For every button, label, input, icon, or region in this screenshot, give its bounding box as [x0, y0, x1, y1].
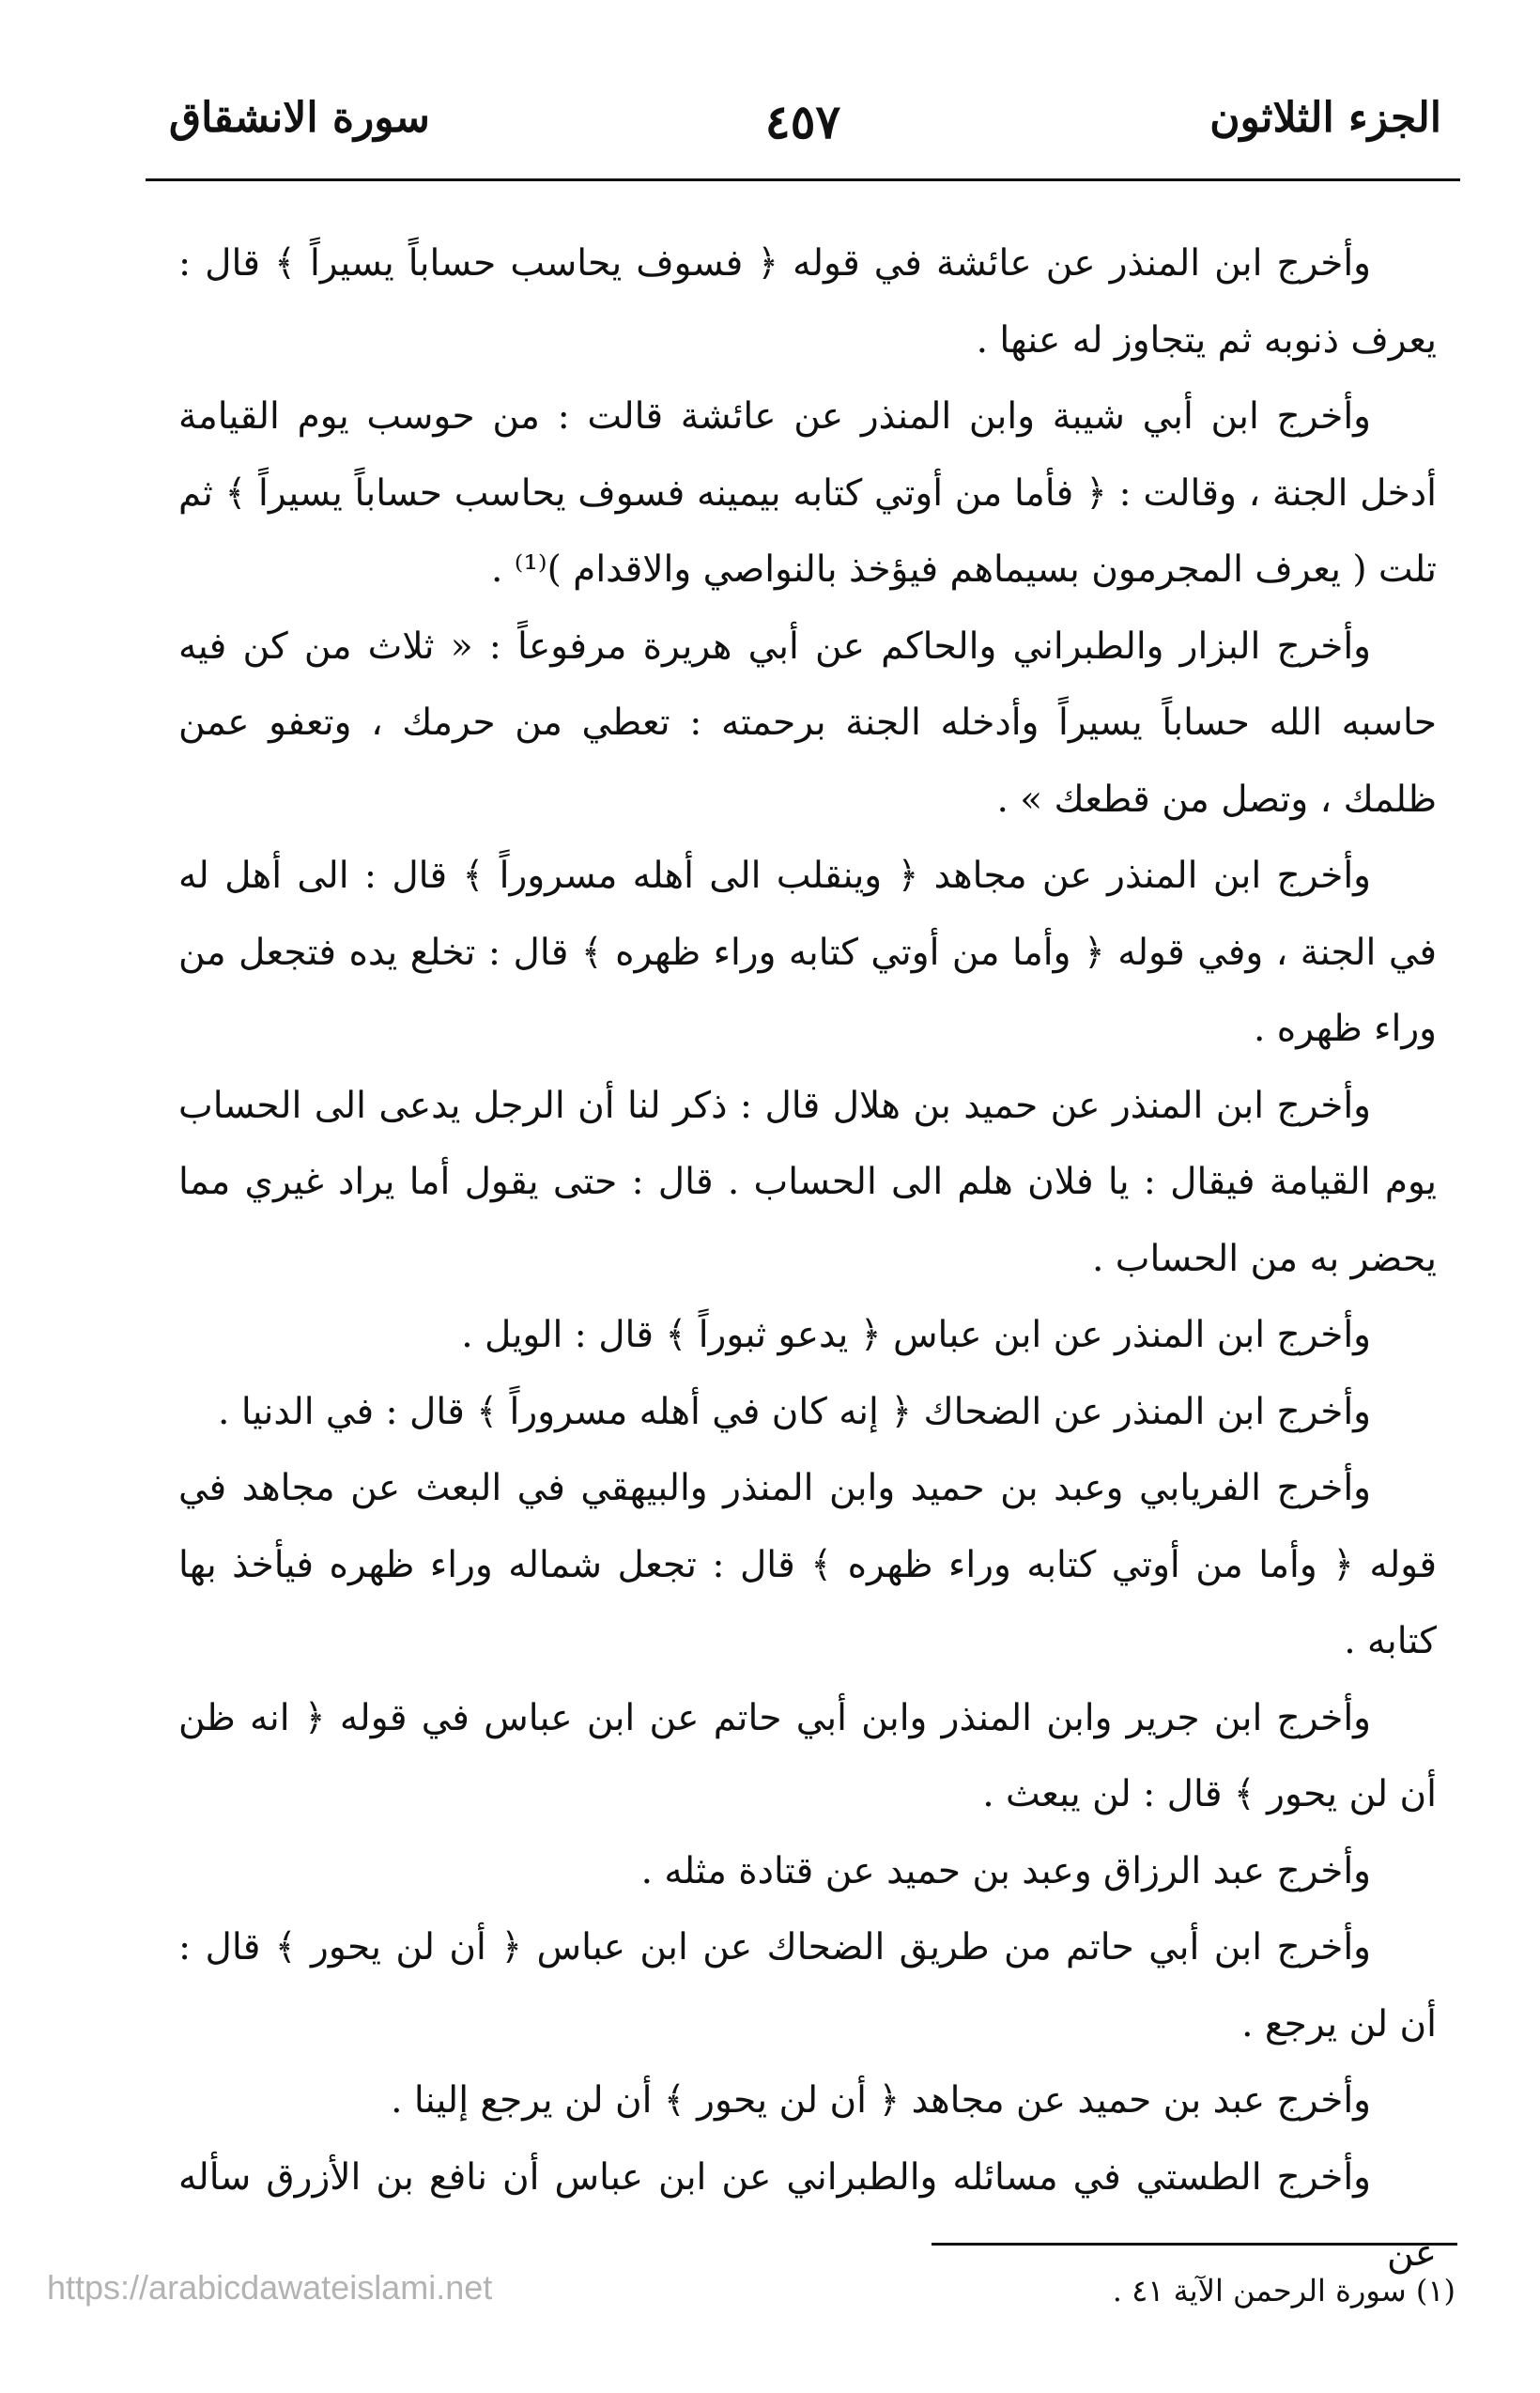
- watermark-url: https://arabicdawateislami.net: [47, 2268, 493, 2307]
- paragraph: وأخرج عبد بن حميد عن مجاهد ﴿ أن لن يحور ﴾ أن لن يرجع إلينا .: [391, 2079, 1371, 2122]
- footnote-divider: [932, 2243, 1457, 2246]
- paragraph: وأخرج الفريابي وعبد بن حميد وابن المنذر والبيهقي في البعث عن مجاهد في قوله ﴿ وأما من أوتي كتابه وراء ظهره ﴾ قال : تجعل شماله وراء ظهره فيأخذ بها كتابه .: [178, 1467, 1437, 1662]
- paragraph: وأخرج الطستي في مسائله والطبراني عن ابن عباس أن نافع بن الأزرق سأله عن: [178, 2155, 1437, 2275]
- juz-title: الجزء الثلاثون: [1209, 94, 1441, 142]
- paragraph: وأخرج ابن المنذر عن ابن عباس ﴿ يدعو ثبوراً ﴾ قال : الويل .: [461, 1314, 1371, 1356]
- header-divider: [146, 178, 1460, 181]
- page-number: ٤٥٧: [764, 94, 841, 149]
- paragraph: وأخرج عبد الرزاق وعبد بن حميد عن قتادة مثله .: [640, 1849, 1371, 1892]
- paragraph: وأخرج البزار والطبراني والحاكم عن أبي هريرة مرفوعاً : « ثلاث من كن فيه حاسبه الله حساباً يسيراً وأدخله الجنة برحمته : تعطي من حرمك ، وتعفو عمن ظلمك ، وتصل من قطعك » .: [178, 625, 1437, 821]
- paragraph: وأخرج ابن المنذر عن مجاهد ﴿ وينقلب الى أهله مسروراً ﴾ قال : الى أهل له في الجنة ، وفي قوله ﴿ وأما من أوتي كتابه وراء ظهره ﴾ قال : تخلع يده فتجعل من وراء ظهره .: [178, 855, 1437, 1050]
- paragraph: وأخرج ابن المنذر عن حميد بن هلال قال : ذكر لنا أن الرجل يدعى الى الحساب يوم القيامة فيقال : يا فلان هلم الى الحساب . قال : حتى يقول أما يراد غيري مما يحضر به من الحساب .: [178, 1084, 1437, 1280]
- paragraph: وأخرج ابن أبي حاتم من طريق الضحاك عن ابن عباس ﴿ أن لن يحور ﴾ قال : أن لن يرجع .: [178, 1926, 1437, 2046]
- body-text: [178, 225, 1437, 2293]
- footnote: (١) سورة الرحمن الآية ٤١ .: [1112, 2273, 1455, 2308]
- paragraph: وأخرج ابن أبي شيبة وابن المنذر عن عائشة قالت : من حوسب يوم القيامة أدخل الجنة ، وقالت : ﴿ فأما من أوتي كتابه بيمينه فسوف يحاسب حساباً يسيراً ﴾ ثم تلت ( يعرف المجرمون بسيماهم فيؤخذ بالنواصي والاقدام )⁽¹⁾ .: [178, 395, 1437, 591]
- paragraph: وأخرج ابن المنذر عن الضحاك ﴿ إنه كان في أهله مسروراً ﴾ قال : في الدنيا .: [218, 1390, 1371, 1433]
- paragraph: وأخرج ابن جرير وابن المنذر وابن أبي حاتم عن ابن عباس في قوله ﴿ انه ظن أن لن يحور ﴾ قال : لن يبعث .: [178, 1696, 1437, 1815]
- surah-title: سورة الانشقاق: [169, 94, 430, 142]
- page-header: [146, 83, 1460, 167]
- paragraph: وأخرج ابن المنذر عن عائشة في قوله ﴿ فسوف يحاسب حساباً يسيراً ﴾ قال : يعرف ذنوبه ثم يتجاوز له عنها .: [178, 242, 1437, 362]
